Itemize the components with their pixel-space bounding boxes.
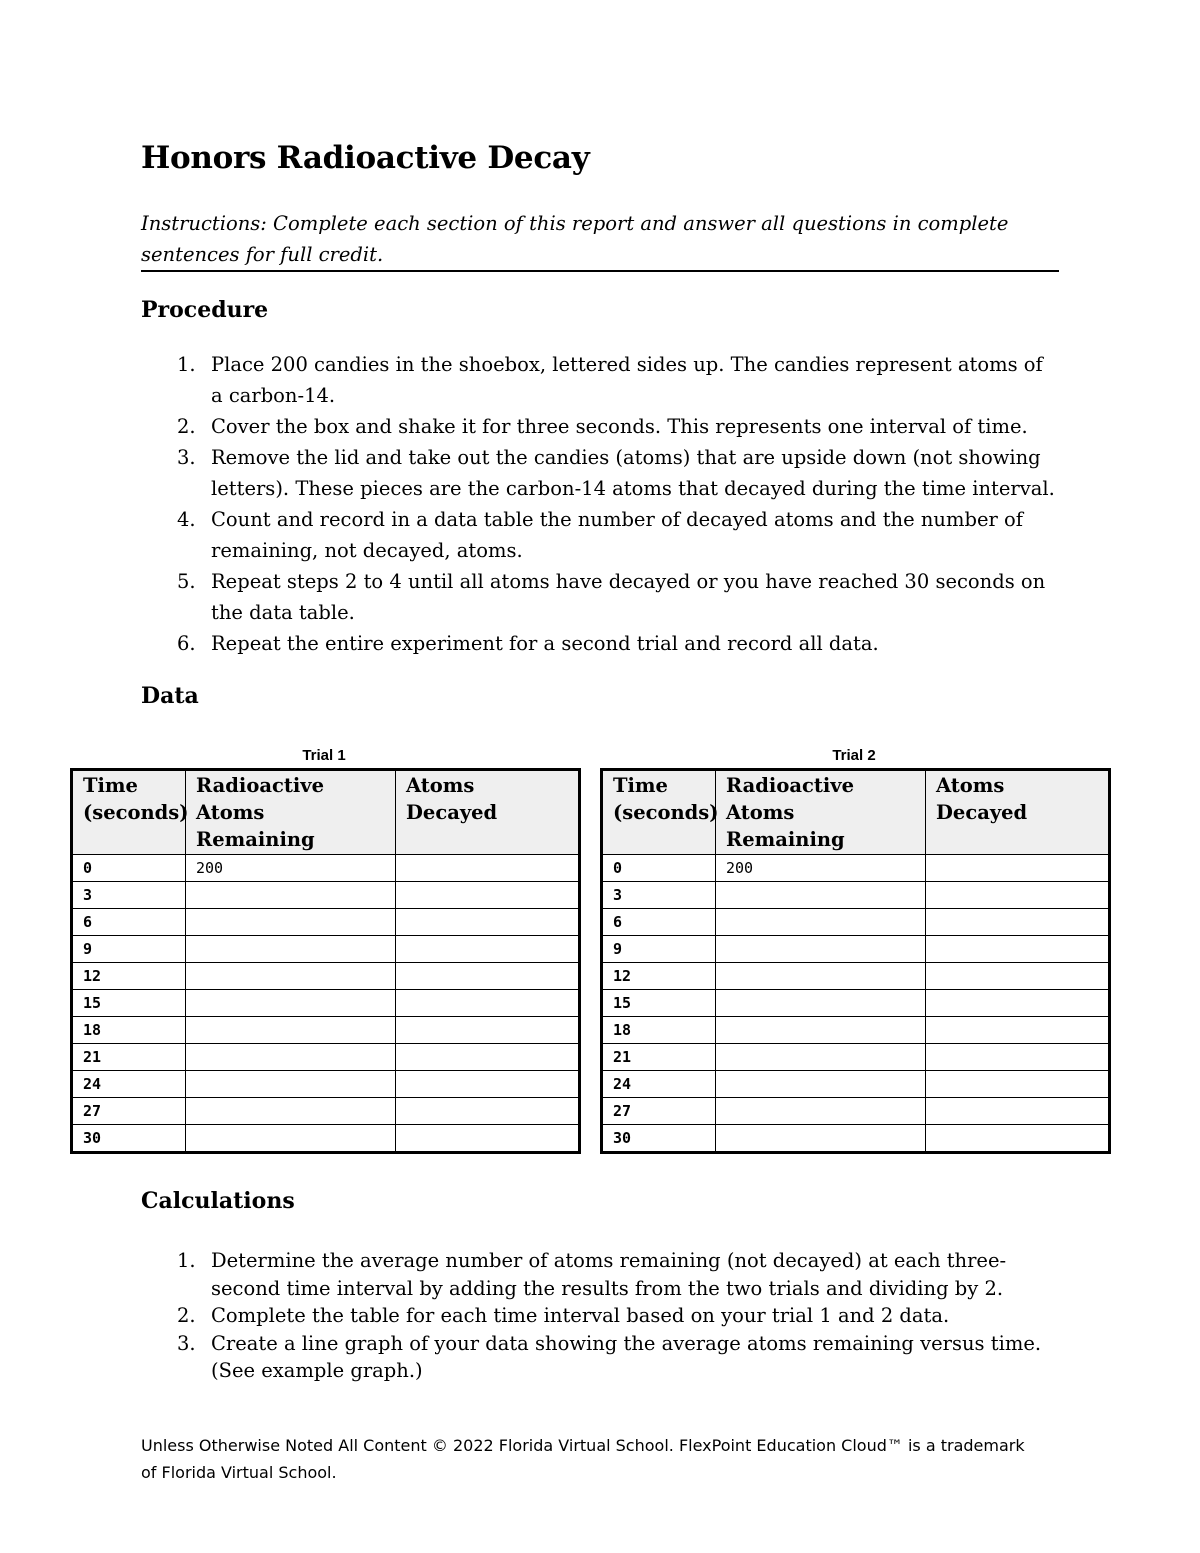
calculations-list: [141, 1247, 1059, 1385]
table-row: [72, 990, 580, 1017]
cell-atoms-decayed[interactable]: [396, 1098, 580, 1125]
footer-copyright: Unless Otherwise Noted All Content © 2022 Florida Virtual School. FlexPoint Education Cloud™ is a trademark of Florida Virtual School.: [141, 1436, 1025, 1482]
cell-atoms-remaining[interactable]: [716, 1044, 926, 1071]
procedure-step: 5. Repeat steps 2 to 4 until all atoms have decayed or you have reached 30 seconds on the data table.: [177, 570, 1046, 624]
cell-atoms-remaining[interactable]: 200: [186, 855, 396, 882]
header-time: Time (seconds): [72, 770, 186, 855]
cell-atoms-decayed[interactable]: [926, 1017, 1110, 1044]
table-row: [602, 855, 1110, 882]
cell-time: 15: [602, 990, 716, 1017]
trial-2-label: Trial 2: [832, 747, 876, 764]
table-row: [72, 1017, 580, 1044]
instructions: Instructions: Complete each section of this report and answer all questions in complete sentences for full credit.: [141, 208, 1059, 272]
data-heading: Data: [141, 683, 199, 709]
cell-atoms-decayed[interactable]: [926, 963, 1110, 990]
trial-1-table: [70, 768, 581, 1154]
cell-atoms-decayed[interactable]: [396, 936, 580, 963]
cell-atoms-decayed[interactable]: [926, 1098, 1110, 1125]
table-row: [602, 1125, 1110, 1153]
cell-atoms-remaining[interactable]: [716, 1017, 926, 1044]
cell-time: 27: [602, 1098, 716, 1125]
cell-atoms-remaining[interactable]: [186, 1098, 396, 1125]
cell-time: 21: [72, 1044, 186, 1071]
procedure-list: [141, 349, 1059, 659]
cell-time: 9: [602, 936, 716, 963]
cell-time: 3: [72, 882, 186, 909]
cell-atoms-remaining[interactable]: [186, 990, 396, 1017]
cell-atoms-decayed[interactable]: [926, 936, 1110, 963]
cell-atoms-decayed[interactable]: [926, 1125, 1110, 1153]
header-atoms-decayed: Atoms Decayed: [926, 770, 1110, 855]
table-row: [72, 1071, 580, 1098]
cell-atoms-remaining[interactable]: [186, 1044, 396, 1071]
cell-atoms-remaining[interactable]: [716, 990, 926, 1017]
cell-atoms-decayed[interactable]: [396, 990, 580, 1017]
cell-time: 27: [72, 1098, 186, 1125]
cell-atoms-remaining[interactable]: [716, 909, 926, 936]
cell-time: 30: [602, 1125, 716, 1153]
table-row: [602, 1098, 1110, 1125]
cell-atoms-remaining[interactable]: [186, 1125, 396, 1153]
calculation-step: 3. Create a line graph of your data showing the average atoms remaining versus time. (See example graph.): [177, 1331, 1042, 1382]
cell-time: 15: [72, 990, 186, 1017]
cell-atoms-decayed[interactable]: [396, 1017, 580, 1044]
table-row: [72, 882, 580, 909]
procedure-step: 3. Remove the lid and take out the candies (atoms) that are upside down (not showing letters). These pieces are the carbon-14 atoms that decayed during the time interval.: [177, 446, 1055, 500]
table-row: [72, 963, 580, 990]
cell-time: 24: [602, 1071, 716, 1098]
calculation-step: 2. Complete the table for each time interval based on your trial 1 and 2 data.: [177, 1304, 950, 1327]
table-row: [602, 936, 1110, 963]
table-row: [602, 1017, 1110, 1044]
cell-atoms-remaining[interactable]: [716, 936, 926, 963]
cell-time: 18: [72, 1017, 186, 1044]
table-row: [72, 1125, 580, 1153]
table-row: [72, 936, 580, 963]
cell-atoms-decayed[interactable]: [396, 855, 580, 882]
table-row: [602, 1044, 1110, 1071]
cell-atoms-decayed[interactable]: [926, 909, 1110, 936]
cell-atoms-remaining[interactable]: [186, 1071, 396, 1098]
calculation-step: 1. Determine the average number of atoms remaining (not decayed) at each three-second time interval by adding the results from the two trials and dividing by 2.: [177, 1249, 1007, 1300]
procedure-step: 4. Count and record in a data table the number of decayed atoms and the number of remaining, not decayed, atoms.: [177, 508, 1023, 562]
procedure-step: 2. Cover the box and shake it for three seconds. This represents one interval of time.: [177, 415, 1028, 438]
cell-time: 3: [602, 882, 716, 909]
cell-atoms-decayed[interactable]: [396, 963, 580, 990]
procedure-heading: Procedure: [141, 297, 269, 323]
cell-atoms-remaining[interactable]: [716, 882, 926, 909]
cell-atoms-decayed[interactable]: [926, 990, 1110, 1017]
cell-time: 12: [602, 963, 716, 990]
cell-atoms-decayed[interactable]: [396, 1071, 580, 1098]
cell-time: 0: [72, 855, 186, 882]
cell-atoms-remaining[interactable]: 200: [716, 855, 926, 882]
cell-atoms-remaining[interactable]: [186, 909, 396, 936]
table-row: [72, 855, 580, 882]
cell-atoms-remaining[interactable]: [716, 963, 926, 990]
cell-atoms-remaining[interactable]: [186, 882, 396, 909]
header-atoms-decayed: Atoms Decayed: [396, 770, 580, 855]
cell-time: 6: [72, 909, 186, 936]
cell-time: 6: [602, 909, 716, 936]
trial-1-label: Trial 1: [302, 747, 346, 764]
table-row: [602, 909, 1110, 936]
page-title: Honors Radioactive Decay: [141, 140, 590, 176]
cell-time: 24: [72, 1071, 186, 1098]
trial-2-table: [600, 768, 1111, 1154]
table-row: [602, 963, 1110, 990]
cell-atoms-decayed[interactable]: [396, 1125, 580, 1153]
table-row: [602, 1071, 1110, 1098]
cell-atoms-decayed[interactable]: [926, 855, 1110, 882]
table-row: [602, 882, 1110, 909]
procedure-step: 6. Repeat the entire experiment for a second trial and record all data.: [177, 632, 879, 655]
header-atoms-remaining: Radioactive Atoms Remaining: [716, 770, 926, 855]
procedure-step: 1. Place 200 candies in the shoebox, lettered sides up. The candies represent atoms of a carbon-14.: [177, 353, 1043, 407]
table-row: [72, 1098, 580, 1125]
cell-time: 18: [602, 1017, 716, 1044]
table-row: [72, 1044, 580, 1071]
calculations-heading: Calculations: [141, 1188, 295, 1214]
cell-atoms-remaining[interactable]: [716, 1125, 926, 1153]
cell-time: 12: [72, 963, 186, 990]
cell-atoms-remaining[interactable]: [186, 963, 396, 990]
header-time: Time (seconds): [602, 770, 716, 855]
table-row: [602, 990, 1110, 1017]
cell-time: 30: [72, 1125, 186, 1153]
cell-atoms-decayed[interactable]: [926, 1071, 1110, 1098]
header-atoms-remaining: Radioactive Atoms Remaining: [186, 770, 396, 855]
cell-atoms-decayed[interactable]: [396, 909, 580, 936]
cell-atoms-remaining[interactable]: [716, 1098, 926, 1125]
cell-time: 0: [602, 855, 716, 882]
cell-atoms-decayed[interactable]: [396, 882, 580, 909]
cell-atoms-decayed[interactable]: [926, 1044, 1110, 1071]
cell-atoms-remaining[interactable]: [716, 1071, 926, 1098]
cell-time: 9: [72, 936, 186, 963]
table-row: [72, 909, 580, 936]
cell-atoms-decayed[interactable]: [926, 882, 1110, 909]
cell-time: 21: [602, 1044, 716, 1071]
cell-atoms-decayed[interactable]: [396, 1044, 580, 1071]
cell-atoms-remaining[interactable]: [186, 936, 396, 963]
cell-atoms-remaining[interactable]: [186, 1017, 396, 1044]
